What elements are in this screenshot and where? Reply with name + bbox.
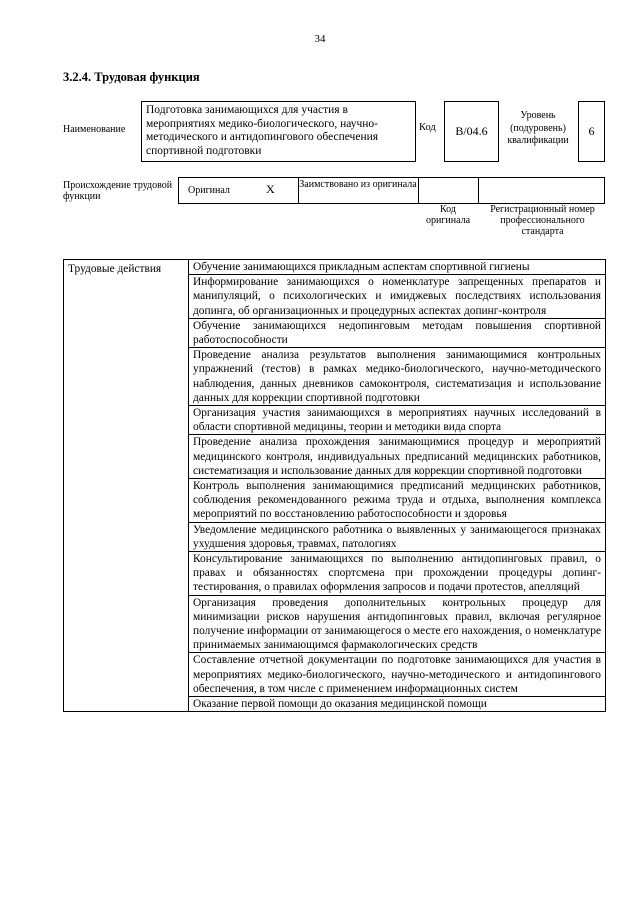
labor-action-item: Проведение анализа результатов выполнения занимающимися контрольных упражнений (тестов) в рамках медико-биологического, научно-методического наблюдения, данных дневников самоконтроля, систематизация и использование данных для коррекции спортивной подготовки — [189, 348, 606, 406]
reg-number-label: Регистрационный номер профессионального стандарта — [490, 204, 595, 237]
function-name-box: Подготовка занимающихся для участия в мероприятиях медико-биологического, научно-методического и антидопингового обеспечения спортивной подготовки — [141, 101, 416, 162]
labor-action-item: Проведение анализа прохождения занимающимися процедур и мероприятий медицинского контроля, индивидуальных предписаний медицинских работников, систематизация и использование данных для коррекции спортивной подготовки — [189, 435, 606, 479]
original-cell — [179, 178, 299, 203]
qualification-level-label: Уровень (подуровень) квалификации — [507, 110, 569, 146]
section-title: 3.2.4. Трудовая функция — [63, 70, 200, 84]
qualification-level-box: 6 — [578, 101, 605, 162]
borrowed-cell — [299, 178, 419, 203]
labor-action-item: Обучение занимающихся недопинговым методам повышения спортивной работоспособности — [189, 318, 606, 347]
labor-action-item: Организация проведения дополнительных контрольных процедур для минимизации рисков нарушения антидопинговых правил, включая регулярное получение информации от занимающегося о месте его нахождения, о номенклатуре принимаемых занимающимся фармакологических средств — [189, 595, 606, 653]
code-original-label: Код оригинала — [425, 204, 471, 226]
labor-action-item: Обучение занимающихся прикладным аспектам спортивной гигиены — [189, 260, 606, 275]
origin-label: Происхождение трудовой функции — [63, 180, 173, 202]
name-label: Наименование — [63, 124, 126, 135]
labor-action-item: Информирование занимающихся о номенклатуре запрещенных препаратов и манипуляций, о психологических и имиджевых последствиях использования допинга, об организационных и процедурных аспектах допинг-контроля — [189, 275, 606, 319]
table-row — [64, 260, 606, 275]
origin-row — [178, 177, 605, 204]
labor-action-item: Консультирование занимающихся по выполнению антидопинговых правил, о правах и обязанностях спортсмена при прохождении процедуры допинг-тестирования, о правилах оформления запросов и подачи протестов, апелляций — [189, 552, 606, 596]
page-number: 34 — [314, 33, 326, 45]
code-label: Код — [419, 122, 436, 133]
code-original-cell — [419, 178, 479, 203]
labor-action-item: Оказание первой помощи до оказания медицинской помощи — [189, 697, 606, 712]
actions-header-cell: Трудовые действия — [64, 260, 189, 712]
borrowed-label: Заимствовано из оригинала — [299, 179, 417, 190]
code-value-box: B/04.6 — [444, 101, 499, 162]
labor-actions-table — [63, 259, 606, 712]
labor-action-item: Составление отчетной документации по подготовке занимающихся для участия в мероприятиях медико-биологического, научно-методического и антидопингового обеспечения, в том числе с применением информационных систем — [189, 653, 606, 697]
labor-action-item: Контроль выполнения занимающимися предписаний медицинских работников, соблюдения рекомендованного режима труда и отдыха, выполнения комплекса мероприятий по восстановлению работоспособности и здоровья — [189, 479, 606, 523]
labor-action-item: Уведомление медицинского работника о выявленных у занимающегося признаках ухудшения здоровья, травмах, патологиях — [189, 522, 606, 551]
original-mark: X — [266, 182, 275, 196]
labor-action-item: Организация участия занимающихся в мероприятиях научных исследований в области спортивной медицины, теории и методики вида спорта — [189, 406, 606, 435]
original-label: Оригинал — [188, 185, 230, 196]
reg-number-cell — [479, 178, 604, 203]
